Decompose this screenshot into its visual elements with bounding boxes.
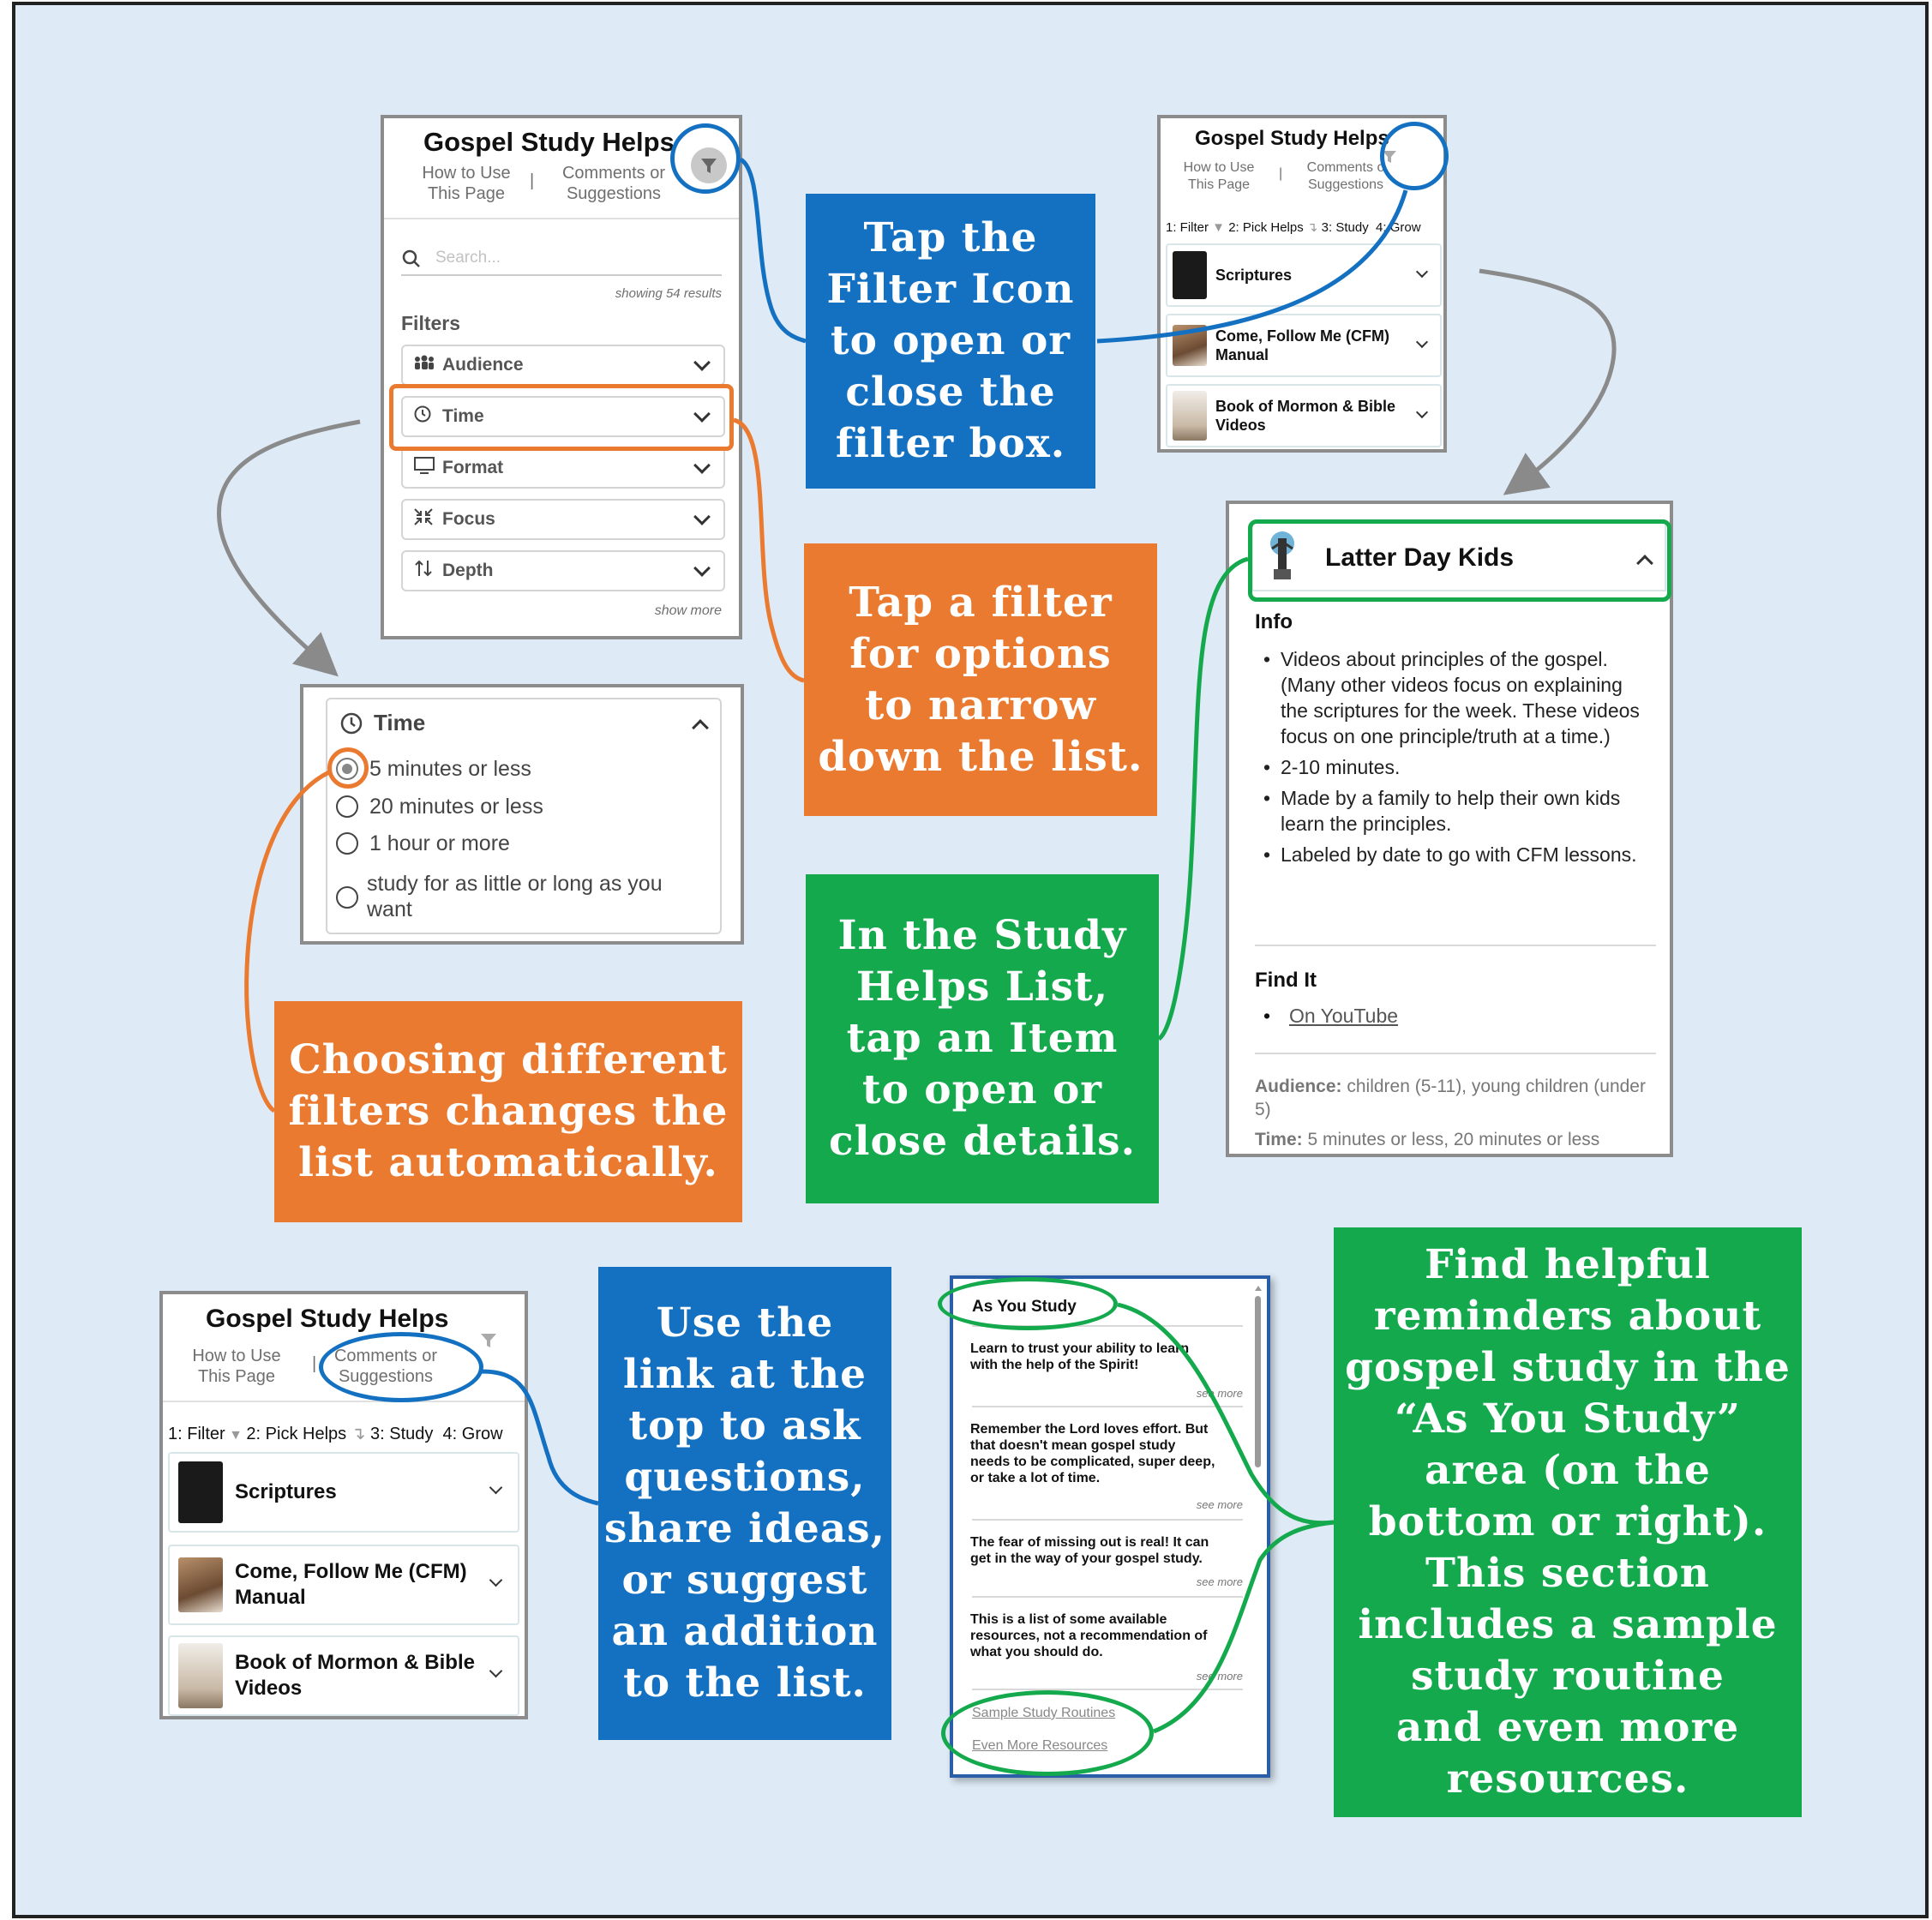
list-item-label: Scriptures bbox=[235, 1480, 337, 1503]
filter-icon: ▼ bbox=[1209, 220, 1229, 235]
app-title: Gospel Study Helps bbox=[1195, 127, 1389, 150]
filter-label: Audience bbox=[442, 355, 524, 375]
search-input[interactable]: Search... bbox=[435, 249, 501, 267]
ays-links-highlight bbox=[941, 1690, 1154, 1776]
filter-label: Format bbox=[442, 458, 504, 477]
info-item: • Made by a family to help their own kids learn the principles. bbox=[1260, 785, 1654, 837]
option-label: study for as little or long as you want bbox=[367, 872, 663, 921]
time-filter-highlight bbox=[389, 384, 734, 451]
chevron-down-icon bbox=[693, 457, 711, 474]
comments-link[interactable]: Comments o Suggestions bbox=[1306, 160, 1385, 192]
app-title: Gospel Study Helps bbox=[206, 1305, 449, 1333]
list-item-label: Come, Follow Me (CFM) Manual bbox=[1215, 327, 1389, 363]
option-label: 1 hour or more bbox=[369, 831, 510, 855]
filter-label: Depth bbox=[442, 561, 494, 580]
find-it-heading: Find It bbox=[1255, 969, 1317, 992]
time-label: Time: bbox=[1255, 1130, 1303, 1149]
list-item-videos[interactable] bbox=[168, 1635, 519, 1716]
item-header-highlight bbox=[1248, 519, 1671, 602]
callout-reminders: Find helpful reminders about gospel study in the “As You Study” area (on the bottom or right). This section includes a sample study routine and even more resources. bbox=[1334, 1227, 1802, 1817]
app-title: Gospel Study Helps bbox=[423, 127, 675, 157]
comments-link-highlight bbox=[319, 1332, 483, 1402]
arrows-in-icon bbox=[413, 507, 435, 531]
search-icon bbox=[401, 249, 422, 273]
callout-study-list: In the Study Helps List, tap an Item to open or close details. bbox=[806, 874, 1159, 1203]
step-filter[interactable]: 1: Filter bbox=[168, 1425, 225, 1443]
step-grow[interactable]: 4: Grow bbox=[1376, 220, 1421, 235]
audience-value: children (5-11), young children (under 5) bbox=[1255, 1077, 1646, 1119]
radio-unselected[interactable] bbox=[336, 886, 358, 909]
painting-thumbnail bbox=[1173, 325, 1207, 366]
divider bbox=[972, 1689, 1243, 1690]
callout-tap-filter: Tap a filter for options to narrow down the list. bbox=[804, 543, 1157, 816]
book-thumbnail bbox=[178, 1461, 223, 1523]
filter-format[interactable] bbox=[401, 447, 725, 489]
list-item-label: Book of Mormon & Bible Videos bbox=[1215, 398, 1395, 434]
ays-item: The fear of missing out is real! It can get in the way of your gospel study. bbox=[970, 1535, 1209, 1566]
chevron-down-icon bbox=[1416, 266, 1428, 278]
time-value: 5 minutes or less, 20 minutes or less bbox=[1302, 1130, 1600, 1149]
how-to-use-link[interactable]: How to Use This Page bbox=[422, 164, 511, 203]
video-thumbnail bbox=[178, 1643, 223, 1708]
monitor-icon bbox=[413, 456, 435, 480]
comments-link[interactable]: Comments or Suggestions bbox=[333, 1347, 438, 1386]
filter-icon[interactable] bbox=[477, 1329, 501, 1357]
filter-label: Time bbox=[442, 406, 484, 426]
audience-label: Audience: bbox=[1255, 1077, 1342, 1096]
list-item-videos[interactable] bbox=[1166, 384, 1442, 447]
filter-label: Focus bbox=[442, 509, 495, 529]
list-item-label: Come, Follow Me (CFM) Manual bbox=[235, 1560, 467, 1609]
option-label: 5 minutes or less bbox=[369, 756, 531, 781]
more-resources-link[interactable]: Even More Resources bbox=[972, 1738, 1108, 1753]
youtube-link[interactable]: On YouTube bbox=[1289, 1005, 1399, 1027]
header-separator: | bbox=[312, 1354, 317, 1373]
step-bar bbox=[1166, 219, 1421, 235]
radio-unselected[interactable] bbox=[336, 795, 358, 818]
step-filter[interactable]: 1: Filter bbox=[1166, 220, 1209, 235]
video-thumbnail bbox=[1173, 391, 1207, 441]
time-panel-title: Time bbox=[374, 710, 426, 735]
scrollbar[interactable] bbox=[1255, 1286, 1262, 1766]
divider bbox=[1255, 1053, 1656, 1054]
clock-icon bbox=[339, 711, 363, 740]
chevron-down-icon bbox=[693, 508, 711, 525]
ays-item: Learn to trust your ability to learn with the help of the Spirit! bbox=[970, 1341, 1190, 1372]
people-icon bbox=[413, 354, 435, 376]
filter-icon-highlight bbox=[670, 123, 741, 194]
sample-routines-link[interactable]: Sample Study Routines bbox=[972, 1706, 1116, 1720]
list-item-label: Scriptures bbox=[1215, 266, 1293, 284]
chevron-down-icon bbox=[1416, 406, 1428, 418]
divider bbox=[972, 1596, 1243, 1598]
ays-item: Remember the Lord loves effort. But that doesn't mean gospel study needs to be complicated, super deep, or take a lot of time. bbox=[970, 1422, 1215, 1485]
how-to-use-link[interactable]: How to Use This Page bbox=[1183, 160, 1255, 192]
radio-option-1hour[interactable] bbox=[336, 831, 510, 856]
details-title[interactable]: Latter Day Kids bbox=[1325, 543, 1515, 572]
filter-focus[interactable] bbox=[401, 499, 725, 540]
list-item-label: Book of Mormon & Bible Videos bbox=[235, 1651, 475, 1700]
filter-icon: ▼ bbox=[225, 1428, 247, 1443]
step-study[interactable]: 3: Study bbox=[1321, 220, 1369, 235]
comments-link[interactable]: Comments or Suggestions bbox=[561, 164, 666, 203]
callout-use-link: Use the link at the top to ask questions, share ideas, or suggest an addition to the list. bbox=[598, 1267, 891, 1740]
selected-radio-highlight bbox=[327, 747, 369, 789]
ays-item: This is a list of some available resources, not a recommendation of what you should do. bbox=[970, 1612, 1208, 1659]
radio-unselected[interactable] bbox=[336, 832, 358, 855]
chevron-down-icon bbox=[693, 354, 711, 371]
search-underline bbox=[401, 274, 722, 276]
header-separator: | bbox=[1279, 166, 1283, 181]
list-item-cfm-manual[interactable] bbox=[1166, 314, 1442, 377]
divider bbox=[972, 1519, 1243, 1521]
callout-filter-icon: Tap the Filter Icon to open or close the filter box. bbox=[806, 194, 1095, 489]
filter-icon-highlight bbox=[1380, 122, 1449, 190]
info-heading: Info bbox=[1255, 610, 1293, 633]
step-pick-helps[interactable]: 2: Pick Helps bbox=[246, 1425, 347, 1443]
step-study[interactable]: 3: Study bbox=[370, 1425, 434, 1443]
info-item: • 2-10 minutes. bbox=[1260, 754, 1654, 780]
chevron-down-icon bbox=[489, 1574, 503, 1587]
info-item: • Videos about principles of the gospel. (Many other videos focus on explaining the scriptures for the week. These videos focus on one principle/truth at a time.) bbox=[1260, 646, 1654, 749]
down-arrow-icon: ↴ bbox=[346, 1425, 371, 1443]
list-item-cfm-manual[interactable] bbox=[168, 1545, 519, 1625]
how-to-use-link[interactable]: How to Use This Page bbox=[192, 1347, 281, 1386]
updown-icon bbox=[413, 559, 435, 583]
filters-heading: Filters bbox=[401, 312, 461, 334]
radio-option-20min[interactable] bbox=[336, 794, 543, 819]
screenshot-time-options bbox=[300, 684, 744, 945]
option-label: 20 minutes or less bbox=[369, 794, 543, 819]
step-grow[interactable]: 4: Grow bbox=[442, 1425, 503, 1443]
ays-title-highlight bbox=[938, 1277, 1118, 1330]
painting-thumbnail bbox=[178, 1557, 223, 1612]
see-more-link[interactable]: see more bbox=[1196, 1670, 1243, 1683]
divider bbox=[972, 1406, 1243, 1407]
filter-depth[interactable] bbox=[401, 550, 725, 591]
header-divider bbox=[163, 1401, 525, 1402]
list-item-scriptures[interactable] bbox=[1166, 243, 1442, 307]
chevron-down-icon bbox=[1416, 336, 1428, 348]
see-more-link[interactable]: see more bbox=[1196, 1387, 1243, 1400]
info-item: • Labeled by date to go with CFM lessons. bbox=[1260, 842, 1654, 867]
find-list-bullet: • bbox=[1263, 1005, 1271, 1027]
book-thumbnail bbox=[1173, 251, 1207, 299]
step-pick-helps[interactable]: 2: Pick Helps bbox=[1228, 220, 1304, 235]
header-divider bbox=[384, 218, 739, 219]
see-more-link[interactable]: see more bbox=[1196, 1498, 1243, 1511]
ays-title: As You Study bbox=[972, 1298, 1077, 1316]
list-item-scriptures[interactable] bbox=[168, 1452, 519, 1533]
down-arrow-icon: ↴ bbox=[1303, 220, 1322, 235]
header-separator: | bbox=[530, 171, 535, 190]
time-line bbox=[1255, 1128, 1666, 1151]
chevron-down-icon bbox=[693, 560, 711, 577]
chevron-down-icon bbox=[489, 1665, 503, 1678]
chevron-down-icon bbox=[489, 1481, 503, 1495]
results-count: showing 54 results bbox=[615, 286, 722, 301]
audience-line bbox=[1255, 1075, 1658, 1121]
step-bar bbox=[168, 1423, 503, 1444]
callout-choosing-filters: Choosing different filters changes the list automatically. bbox=[274, 1001, 742, 1222]
show-more-link[interactable]: show more bbox=[654, 603, 722, 618]
filter-audience[interactable] bbox=[401, 345, 725, 386]
info-list bbox=[1260, 646, 1654, 873]
screenshot-filters bbox=[381, 115, 742, 639]
divider bbox=[1255, 945, 1656, 946]
see-more-link[interactable]: see more bbox=[1196, 1575, 1243, 1588]
